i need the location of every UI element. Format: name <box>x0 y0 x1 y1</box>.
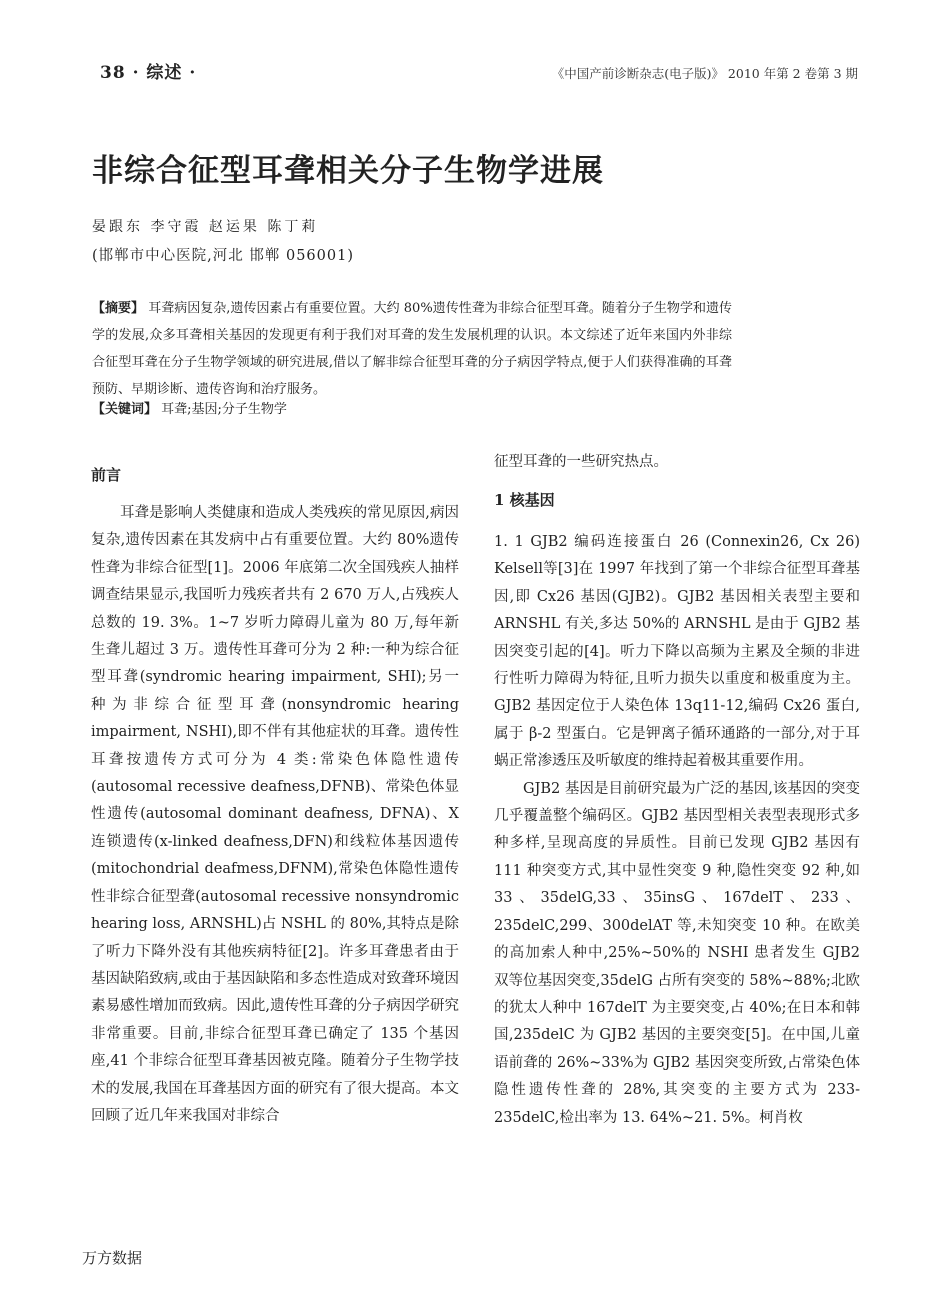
gjb2-paragraph-2: GJB2 基因是目前研究最为广泛的基因,该基因的突变几乎覆盖整个编码区。GJB2 基因型相关表型表现形式多种多样,呈现高度的异质性。目前已发现 GJB2 基因有 111 种突变方式,其中显性突变 9 种,隐性突变 92 种,如 33、35delG,33、35insG、167delT、233、235delC,299、300delAT 等,未知突变 10 种。在欧美的高加索人种中,25%~50%的 NSHI 患者发生 GJB2 双等位基因突变,35delG 占所有突变的 58%~88%;北欧的犹太人种中 167delT 为主要突变,占 40%;在日本和韩国,235delC 为 GJB2 基因的主要突变[5]。在中国,儿童语前聋的 26%~33%为 GJB2 基因突变所致,占常染色体隐性遗传性聋的 28%,其突变的主要方式为 233-235delC,检出率为 13. 64%~21. 5%。柯肖枚 <box>494 780 860 1126</box>
preface-paragraph: 耳聋是影响人类健康和造成人类残疾的常见原因,病因复杂,遗传因素在其发病中占有重要位置。大约 80%遗传性聋为非综合征型[1]。2006 年底第二次全国残疾人抽样调查结果显示,我国听力残疾者共有 2 670 万人,占残疾人总数的 19. 3%。1~7 岁听力障碍儿童为 80 万,每年新生聋儿超过 3 万。遗传性耳聋可分为 2 种:一种为综合征型耳聋(syndromic hearing impairment, SHI);另一种为非综合征型耳聋(nonsyndromic hearing impairment, NSHI),即不伴有其他症状的耳聋。遗传性耳聋按遗传方式可分为 4 类:常染色体隐性遗传(autosomal recessive deafness,DFNB)、常染色体显性遗传(autosomal dominant deafness, DFNA)、X 连锁遗传(x-linked deafness,DFN)和线粒体基因遗传(mitochondrial deafmess,DFNM),常染色体隐性遗传性非综合征型聋(autosomal recessive nonsyndromic hearing loss, ARNSHL)占 NSHL 的 80%,其特点是除了听力下降外没有其他疾病特征[2]。许多耳聋患者由于基因缺陷致病,或由于基因缺陷和多态性造成对致聋环境因素易感性增加而致病。因此,遗传性耳聋的分子病因学研究非常重要。目前,非综合征型耳聋已确定了 135 个基因座,41 个非综合征型耳聋基因被克隆。随着分子生物学技术的发展,我国在耳聋基因方面的研究有了很大提高。本文回顾了近几年来我国对非综合 <box>91 505 459 1124</box>
right-column <box>494 529 860 1132</box>
affiliation: (邯郸市中心医院,河北 邯郸 056001) <box>92 248 354 264</box>
left-column <box>91 500 459 1130</box>
abstract-text: 耳聋病因复杂,遗传因素占有重要位置。大约 80%遗传性聋为非综合征型耳聋。随着分子生物学和遗传学的发展,众多耳聋相关基因的发现更有利于我们对耳聋的发生发展机理的认识。本文综述了近年来国内外非综合征型耳聋在分子生物学领域的研究进展,借以了解非综合征型耳聋的分子病因学特点,便于人们获得准确的耳聋预防、早期诊断、遗传咨询和治疗服务。 <box>92 301 732 397</box>
journal-header: 《中国产前诊断杂志(电子版)》 2010 年第 2 卷第 3 期 <box>551 66 858 81</box>
page-section-label: 38 · 综述 · <box>100 63 197 83</box>
right-column-continuation: 征型耳聋的一些研究热点。 <box>494 454 668 470</box>
section-heading-nuclear-genes: 1 核基因 <box>494 491 555 509</box>
abstract-label: 【摘要】 <box>92 301 145 316</box>
section-heading-preface: 前言 <box>91 466 122 484</box>
footer-watermark: 万方数据 <box>82 1249 143 1267</box>
gjb2-paragraph-1: 1. 1 GJB2 编码连接蛋白 26 (Connexin26, Cx 26) Kelsell等[3]在 1997 年找到了第一个非综合征型耳聋基因,即 Cx26 基因(GJB2)。GJB2 基因相关表型主要和 ARNSHL 有关,多达 50%的 ARNSHL 是由于 GJB2 基因突变引起的[4]。听力下降以高频为主累及全频的非进行性听力障碍为特征,且听力损失以重度和极重度为主。GJB2 基因定位于人染色体 13q11-12,编码 Cx26 蛋白,属于 β-2 型蛋白。它是钾离子循环通路的一部分,对于耳蜗正常渗透压及听敏度的维持起着极其重要作用。 <box>494 534 860 770</box>
keywords <box>92 398 287 417</box>
keywords-text: 耳聋;基因;分子生物学 <box>161 402 287 417</box>
article-title: 非综合征型耳聋相关分子生物学进展 <box>92 153 604 189</box>
author-list: 晏跟东 李守霞 赵运果 陈丁莉 <box>92 219 319 235</box>
abstract <box>92 295 732 403</box>
keywords-label: 【关键词】 <box>92 402 158 417</box>
